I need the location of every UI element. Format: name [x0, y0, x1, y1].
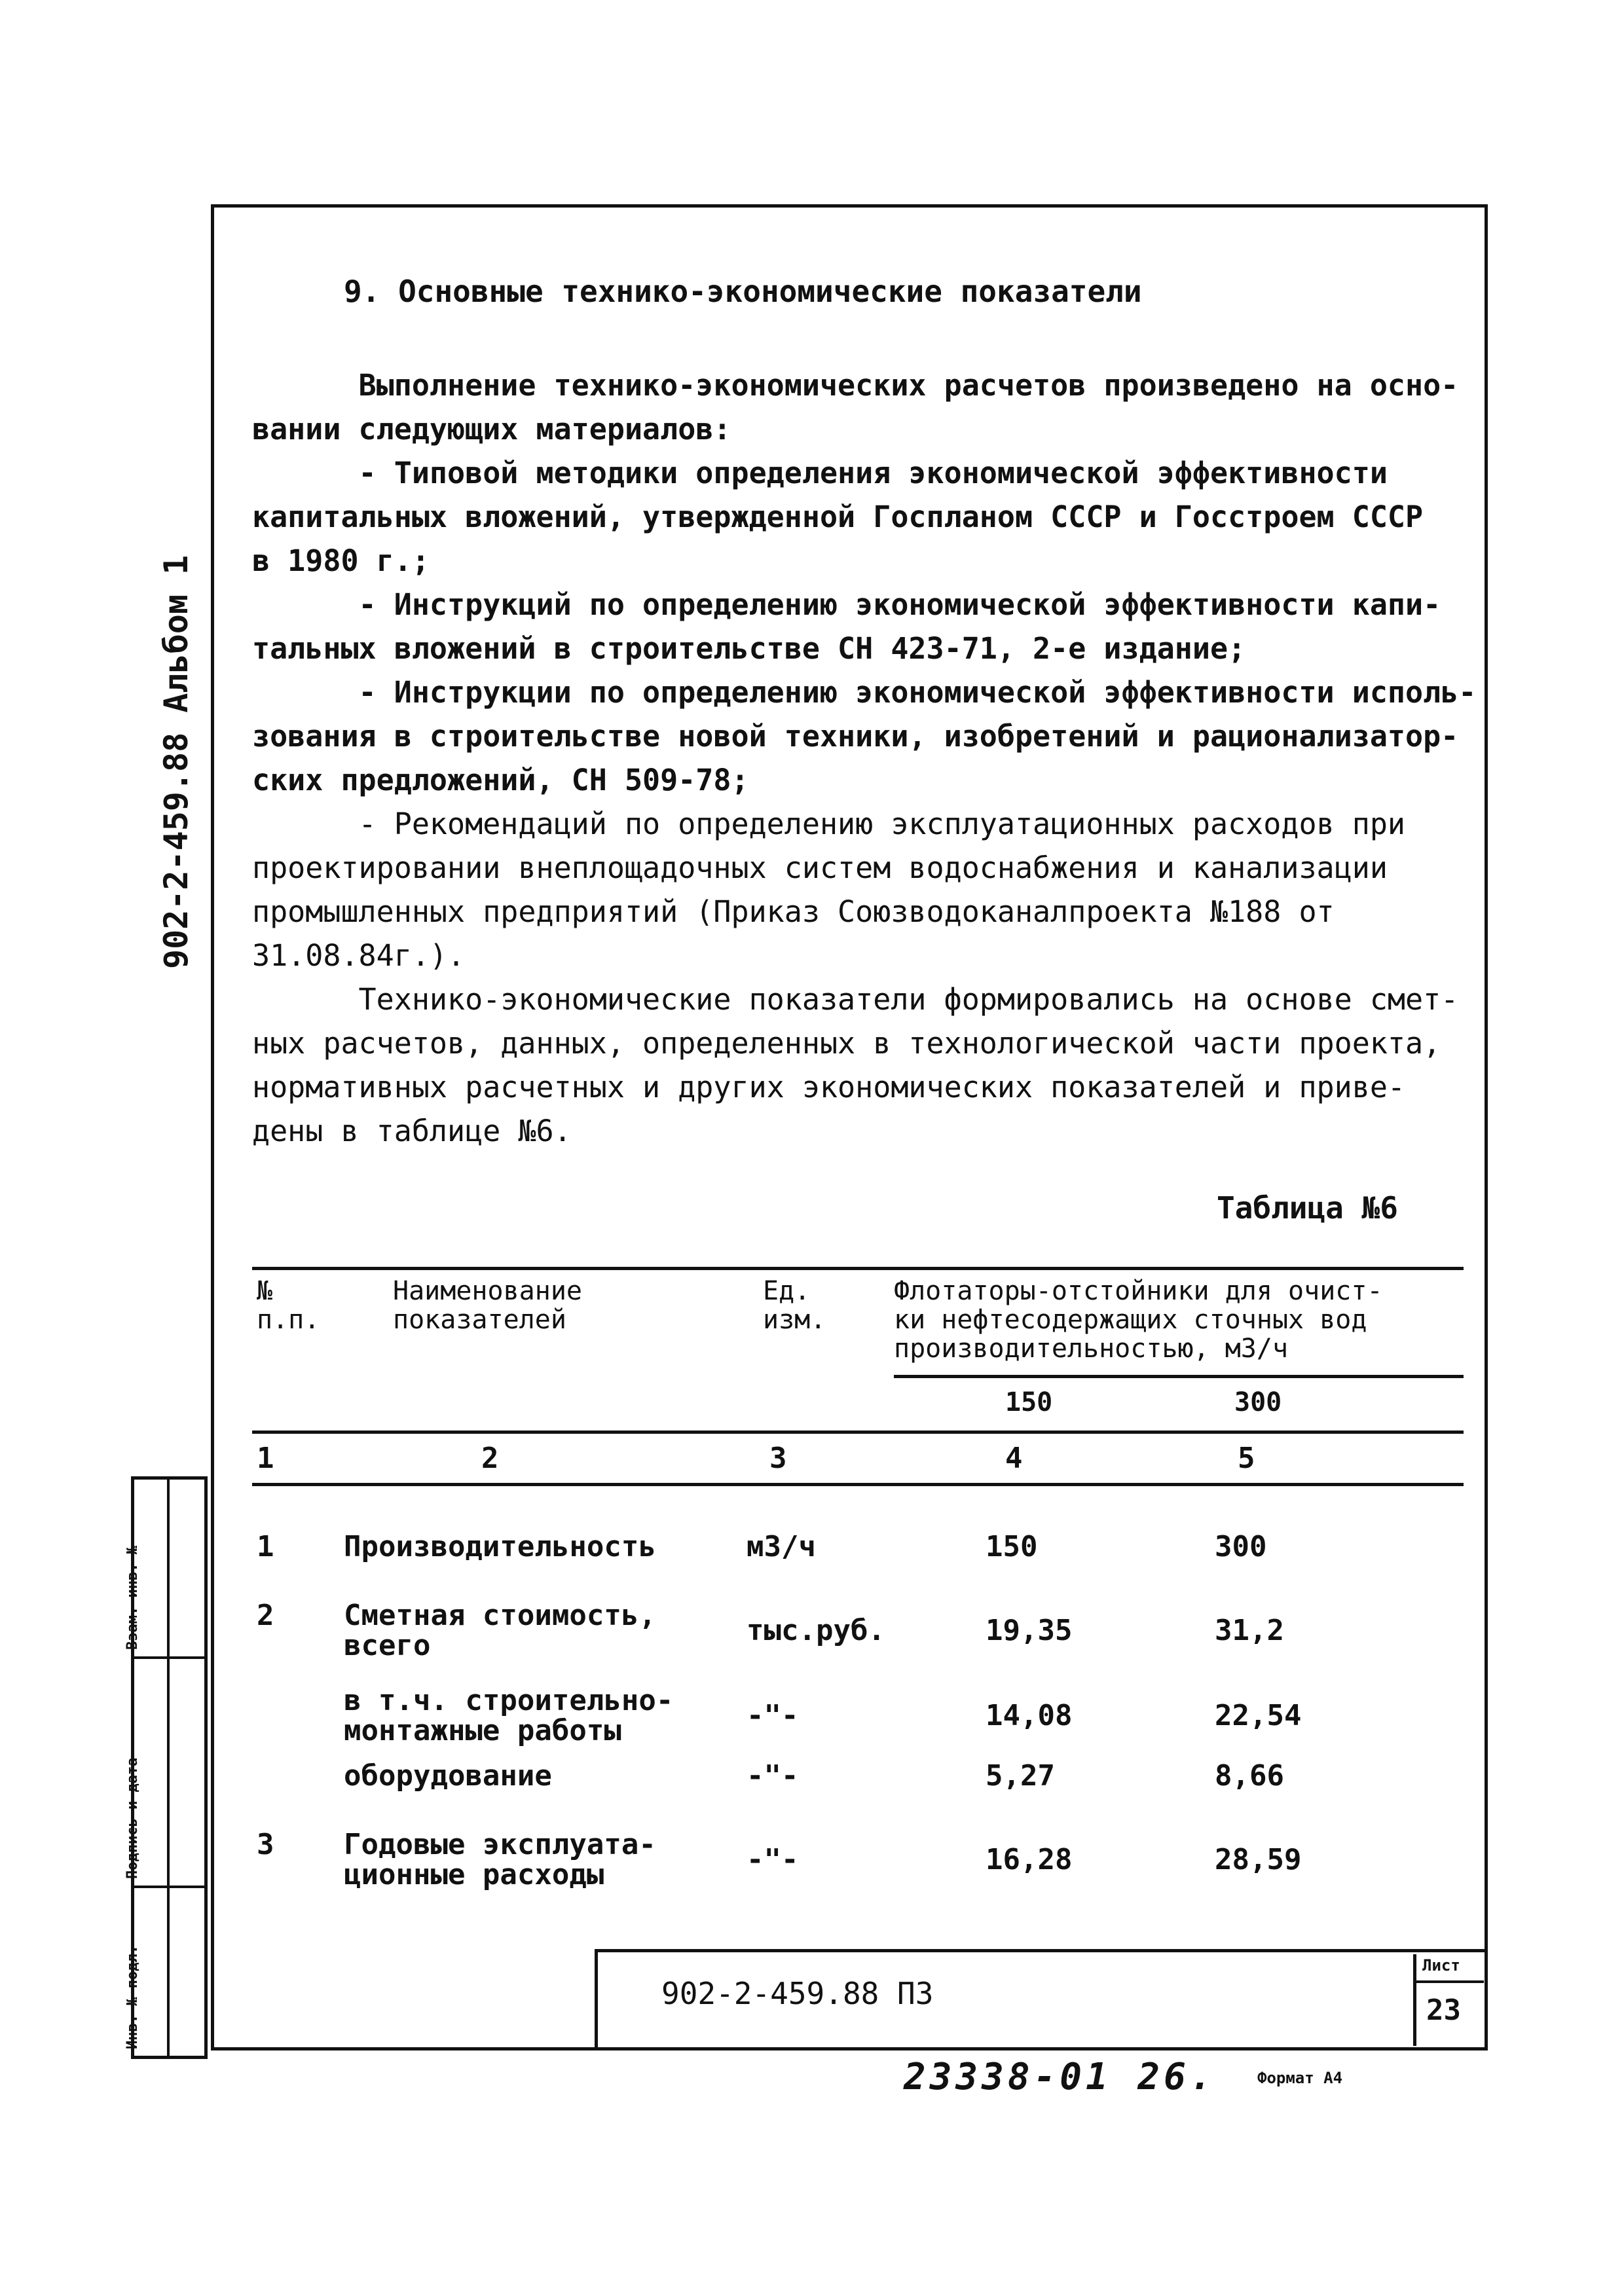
cell-v1: 150 [986, 1530, 1038, 1563]
intro-line: капитальных вложений, утвержденной Госпланом СССР и Госстроем СССР [252, 500, 1424, 534]
side-stamp [124, 1476, 208, 2059]
intro-line: промышленных предприятий (Приказ Союзводоканалпроекта №188 от [252, 894, 1335, 929]
table-top-rule [252, 1267, 1464, 1270]
th-cap2: 300 [1234, 1387, 1282, 1417]
cell-v2: 300 [1215, 1530, 1267, 1563]
intro-line: ных расчетов, данных, определенных в технологической части проекта, [252, 1026, 1441, 1061]
colnum-2: 2 [481, 1442, 499, 1475]
intro-line: вании следующих материалов: [252, 412, 731, 446]
cell-num: 2 [257, 1599, 274, 1632]
cell-unit: -"- [747, 1759, 799, 1793]
cell-v2: 22,54 [1215, 1699, 1302, 1732]
header-bottom-rule [252, 1430, 1464, 1434]
cell-v1: 19,35 [986, 1614, 1073, 1647]
stamp-cell-replace: Взам. инв. № [134, 1480, 204, 1659]
intro-line: 31.08.84г.). [252, 938, 466, 973]
intro-line: нормативных расчетных и других экономических показателей и приве- [252, 1070, 1405, 1104]
cell-v1: 14,08 [986, 1699, 1073, 1732]
cell-num: 3 [257, 1828, 274, 1861]
cell-v2: 31,2 [1215, 1614, 1284, 1647]
intro-line: ских предложений, СН 509-78; [252, 763, 749, 797]
intro-line: Выполнение технико-экономических расчетов произведено на осно- [252, 368, 1459, 403]
intro-line: проектировании внеплощадочных систем водоснабжения и канализации [252, 850, 1388, 885]
cell-name: Годовые эксплуата- ционные расходы [344, 1828, 656, 1891]
colnum-4: 4 [1005, 1442, 1023, 1475]
section-heading: 9. Основные технико-экономические показатели [344, 274, 1142, 309]
cell-v1: 5,27 [986, 1759, 1055, 1793]
colnum-rule [252, 1483, 1464, 1486]
intro-line: зования в строительстве новой техники, изобретений и рационализатор- [252, 719, 1459, 754]
document-code: 902-2-459.88 ПЗ [661, 1976, 934, 2011]
intro-line: в 1980 г.; [252, 543, 430, 578]
colnum-3: 3 [769, 1442, 787, 1475]
intro-line: - Типовой методики определения экономической эффективности [252, 456, 1388, 490]
cell-unit: -"- [747, 1699, 799, 1732]
intro-line: - Инструкции по определению экономической эффективности исполь- [252, 675, 1477, 710]
group-rule [894, 1375, 1464, 1378]
th-num: № п.п. [257, 1276, 320, 1335]
table-title: Таблица №6 [1217, 1190, 1398, 1226]
cell-name: в т.ч. строительно- монтажные работы [344, 1684, 674, 1747]
stamp-cell-inv: Инв. № подл. [134, 1886, 204, 2058]
cell-unit: -"- [747, 1843, 799, 1876]
intro-line: дены в таблице №6. [252, 1114, 572, 1148]
th-cap1: 150 [1005, 1387, 1053, 1417]
cell-name: оборудование [344, 1759, 552, 1793]
sheet-separator [1413, 1980, 1484, 1983]
cell-v2: 8,66 [1215, 1759, 1284, 1793]
th-group: Флотаторы-отстойники для очист- ки нефтесодержащих сточных вод производительностью, м3/ч [894, 1276, 1383, 1364]
colnum-5: 5 [1238, 1442, 1255, 1475]
stamp-cell-sign: Подпись и дата [134, 1656, 204, 1888]
album-label: 902-2-459.88 Альбом 1 [157, 555, 195, 969]
cell-name: Производительность [344, 1530, 656, 1563]
intro-line: - Рекомендаций по определению эксплуатационных расходов при [252, 807, 1405, 841]
archive-number: 23338-01 26. [904, 2056, 1216, 2098]
intro-line: тальных вложений в строительстве СН 423-71, 2-е издание; [252, 631, 1246, 666]
sheet-number: 23 [1426, 1994, 1461, 2027]
format-label: Формат А4 [1257, 2069, 1343, 2087]
cell-unit: тыс.руб. [747, 1614, 885, 1647]
th-name: Наименование показателей [393, 1276, 582, 1335]
cell-num: 1 [257, 1530, 274, 1563]
intro-line: - Инструкций по определению экономической эффективности капи- [252, 587, 1441, 622]
sheet-label: Лист [1422, 1956, 1460, 1975]
cell-v2: 28,59 [1215, 1843, 1302, 1876]
cell-v1: 16,28 [986, 1843, 1073, 1876]
th-unit: Ед. изм. [763, 1276, 826, 1335]
intro-line: Технико-экономические показатели формировались на основе смет- [252, 982, 1459, 1017]
cell-unit: м3/ч [747, 1530, 816, 1563]
colnum-1: 1 [257, 1442, 274, 1475]
cell-name: Сметная стоимость, всего [344, 1599, 656, 1662]
